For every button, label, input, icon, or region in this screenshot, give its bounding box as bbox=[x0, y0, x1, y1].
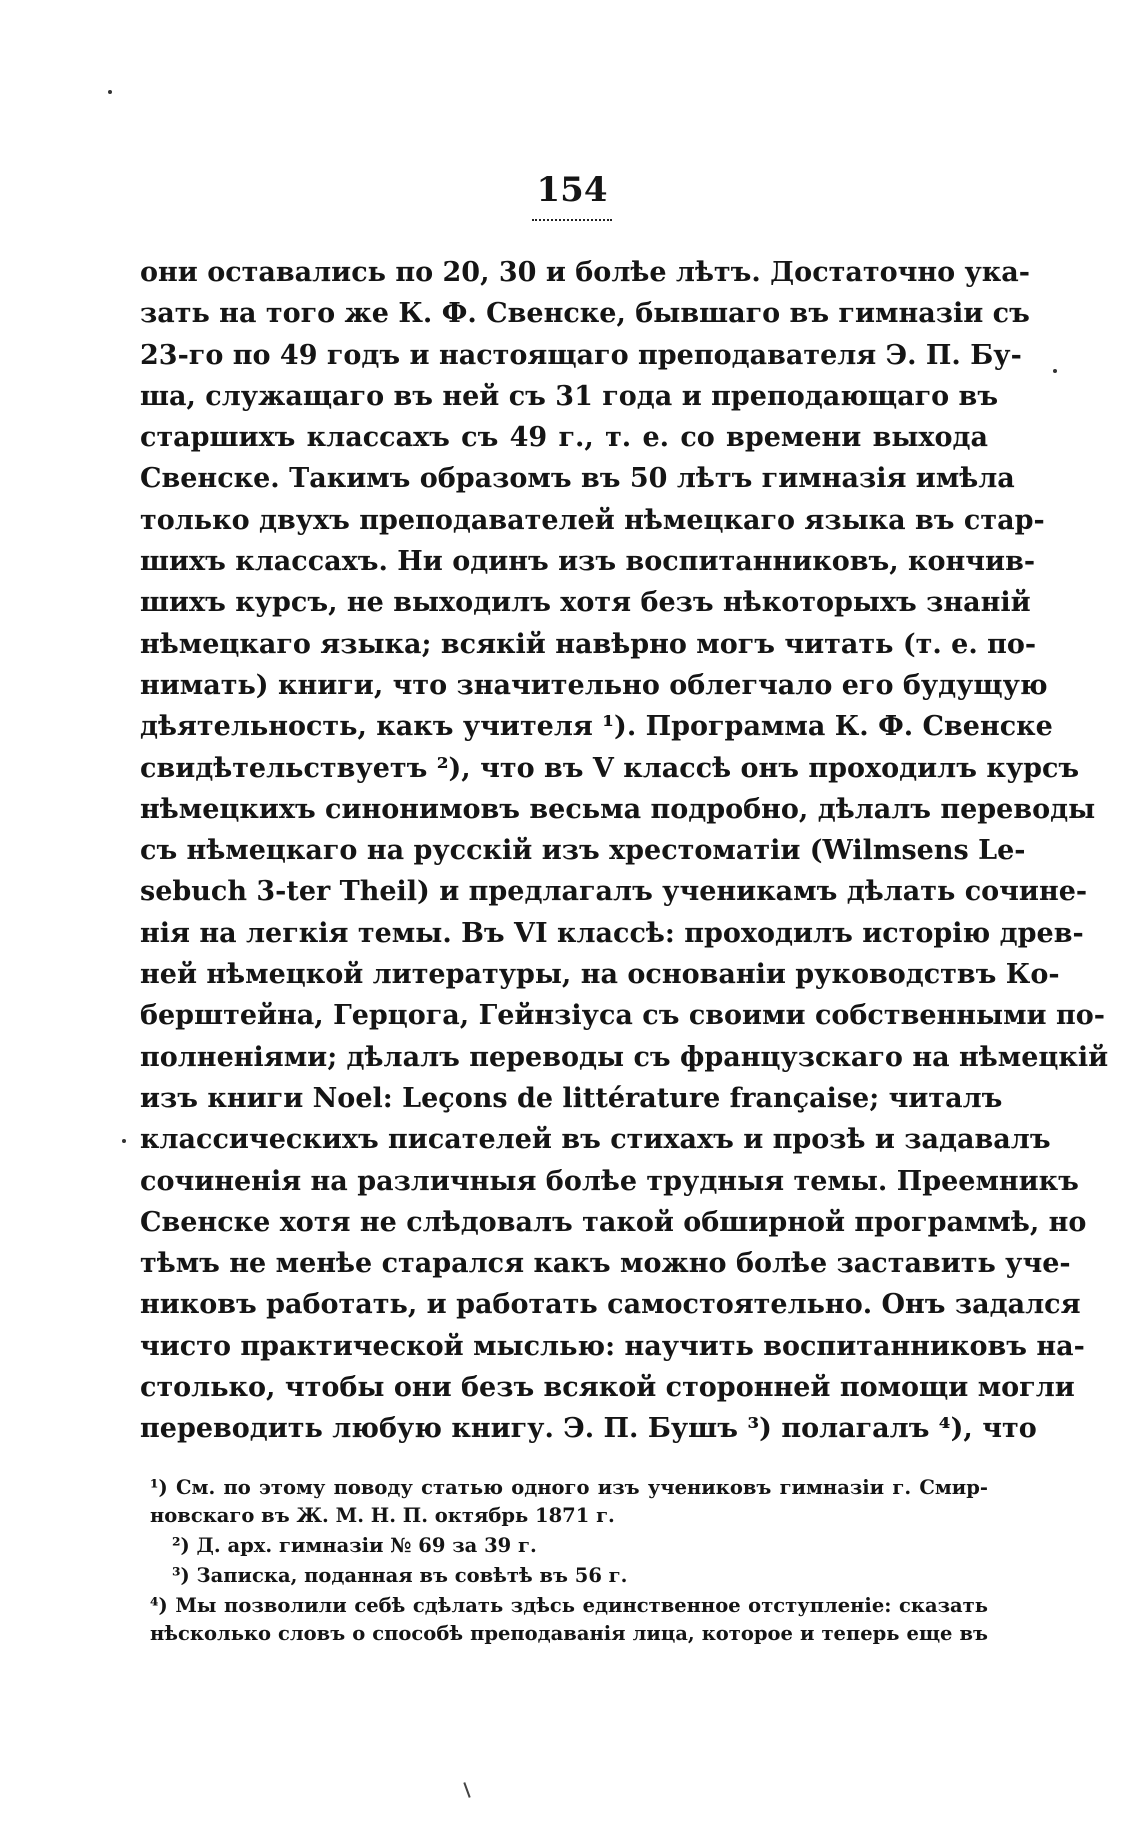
text-line: дѣятельность, какъ учителя ¹). Программа К. Ф. Свенске bbox=[140, 711, 1053, 743]
footnote-1-line: новскаго въ Ж. М. Н. П. октябрь 1871 г. bbox=[150, 1504, 615, 1527]
footnote-3: ³) Записка, поданная въ совѣтѣ въ 56 г. bbox=[172, 1564, 628, 1587]
print-speck bbox=[1053, 369, 1057, 373]
text-line: sebuch 3-ter Theil) и предлагалъ ученикамъ дѣлать сочине- bbox=[140, 876, 1088, 908]
text-line: старшихъ классахъ съ 49 г., т. е. со времени выхода bbox=[140, 422, 988, 454]
text-line: классическихъ писателей въ стихахъ и прозѣ и задавалъ bbox=[140, 1124, 1051, 1156]
text-line: изъ книги Noel: Leçons de littérature française; читалъ bbox=[140, 1082, 1003, 1114]
text-line: нѣмецкихъ синонимовъ весьма подробно, дѣлалъ переводы bbox=[140, 793, 1096, 825]
text-line: сочиненія на различныя болѣе трудныя темы. Преемникъ bbox=[140, 1165, 1079, 1197]
page-number-rule bbox=[532, 219, 612, 221]
text-line: шихъ классахъ. Ни одинъ изъ воспитанниковъ, кончив- bbox=[140, 546, 1036, 578]
footnotes bbox=[150, 1474, 988, 1648]
text-line: полненіями; дѣлалъ переводы съ французскаго на нѣмецкій bbox=[140, 1041, 1109, 1073]
text-line: только двухъ преподавателей нѣмецкаго языка въ стар- bbox=[140, 504, 1045, 536]
text-line: чисто практической мыслью: научить воспитанниковъ на- bbox=[140, 1330, 1085, 1362]
text-line: нѣмецкаго языка; всякій навѣрно могъ читать (т. е. по- bbox=[140, 628, 1037, 660]
body-text bbox=[140, 252, 1109, 1450]
page-number: 154 bbox=[536, 170, 608, 210]
text-line: свидѣтельствуетъ ²), что въ V классѣ онъ проходилъ курсъ bbox=[140, 752, 1080, 784]
text-line: ней нѣмецкой литературы, на основаніи руководствъ Ко- bbox=[140, 959, 1060, 991]
print-speck bbox=[122, 1139, 126, 1143]
footnote-2: ²) Д. арх. гимназіи № 69 за 39 г. bbox=[172, 1534, 537, 1557]
footnote-4-line: ⁴) Мы позволили себѣ сдѣлать здѣсь единственное отступленіе: сказать bbox=[150, 1594, 988, 1617]
text-line: нимать) книги, что значительно облегчало его будущую bbox=[140, 669, 1048, 701]
print-speck bbox=[108, 90, 112, 94]
text-line: никовъ работать, и работать самостоятельно. Онъ задался bbox=[140, 1289, 1081, 1321]
footnote-1-line: ¹) См. по этому поводу статью одного изъ учениковъ гимназіи г. Смир- bbox=[150, 1476, 988, 1499]
text-line: шихъ курсъ, не выходилъ хотя безъ нѣкоторыхъ знаній bbox=[140, 587, 1031, 619]
text-line: Свенске. Такимъ образомъ въ 50 лѣтъ гимназія имѣла bbox=[140, 463, 1015, 495]
text-line: зать на того же К. Ф. Свенске, бывшаго въ гимназіи съ bbox=[140, 298, 1030, 330]
text-line: Свенске хотя не слѣдовалъ такой обширной программѣ, но bbox=[140, 1206, 1087, 1238]
footnote-4-line: нѣсколько словъ о способѣ преподаванія лица, которое и теперь еще въ bbox=[150, 1622, 988, 1645]
text-line: берштейна, Герцога, Гейнзіуса съ своими собственными по- bbox=[140, 1000, 1105, 1032]
text-line: столько, чтобы они безъ всякой сторонней помощи могли bbox=[140, 1372, 1075, 1404]
text-line: переводить любую книгу. Э. П. Бушъ ³) полагалъ ⁴), что bbox=[140, 1413, 1037, 1445]
text-line: 23-го по 49 годъ и настоящаго преподавателя Э. П. Бу- bbox=[140, 339, 1022, 371]
text-line: нія на легкія темы. Въ VI классѣ: проходилъ исторію древ- bbox=[140, 917, 1084, 949]
text-line: они оставались по 20, 30 и болѣе лѣтъ. Достаточно ука- bbox=[140, 257, 1031, 288]
print-mark bbox=[463, 1782, 470, 1798]
text-line: тѣмъ не менѣе старался какъ можно болѣе заставить уче- bbox=[140, 1248, 1071, 1280]
text-line: съ нѣмецкаго на русскій изъ хрестоматіи (Wilmsens Le- bbox=[140, 835, 1026, 867]
text-line: ша, служащаго въ ней съ 31 года и преподающаго въ bbox=[140, 380, 999, 412]
